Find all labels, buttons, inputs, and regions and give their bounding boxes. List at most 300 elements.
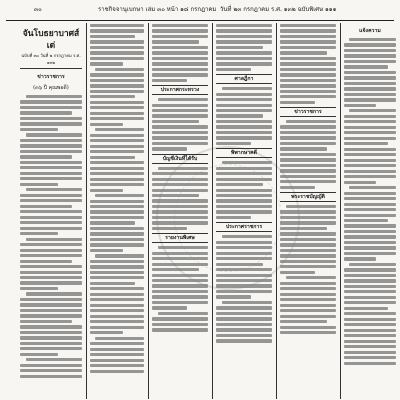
text-line (344, 296, 396, 299)
text-line (216, 167, 272, 170)
text-line (90, 57, 144, 60)
text-line (280, 265, 336, 268)
text-line (20, 314, 82, 317)
text-line (20, 336, 82, 339)
text-line (90, 106, 144, 109)
text-line (216, 199, 272, 202)
text-line (216, 62, 272, 65)
text-line (20, 303, 82, 306)
text-line (152, 147, 187, 150)
text-line (216, 246, 272, 249)
text-line (20, 128, 58, 131)
column-separator (148, 23, 149, 399)
text-line (216, 268, 272, 271)
text-line (26, 292, 82, 295)
text-line (20, 325, 82, 328)
text-line (20, 161, 82, 164)
text-line (152, 263, 208, 266)
text-line (90, 287, 144, 290)
text-line (344, 362, 396, 365)
text-line (344, 208, 396, 211)
text-line (20, 364, 82, 367)
text-line (216, 142, 251, 145)
text-line (90, 172, 144, 175)
text-line (216, 109, 272, 112)
text-line (280, 153, 336, 156)
text-line (280, 221, 336, 224)
text-line (20, 221, 82, 224)
text-line (280, 90, 336, 93)
text-line (344, 203, 396, 206)
text-line (216, 120, 272, 123)
text-line (90, 156, 135, 159)
text-line (280, 131, 336, 134)
text-line (216, 125, 272, 128)
text-line (20, 199, 82, 202)
text-line (152, 210, 208, 213)
text-line (152, 73, 208, 76)
text-line (90, 84, 144, 87)
text-line (216, 279, 272, 282)
text-line (344, 115, 396, 118)
text-line (344, 43, 396, 46)
text-line (20, 194, 82, 197)
column-4 (216, 24, 272, 398)
text-line (152, 279, 208, 282)
text-line (280, 315, 336, 318)
column-3 (152, 24, 208, 398)
text-line (90, 320, 144, 323)
text-line (280, 136, 336, 139)
text-line (280, 142, 336, 145)
text-line (90, 293, 144, 296)
text-line (216, 216, 251, 219)
text-line (280, 216, 336, 219)
text-line (90, 227, 144, 230)
column-3-heading-2: บัญชีเงินที่ได้รับ (152, 154, 208, 164)
text-line (90, 79, 144, 82)
text-line (349, 38, 396, 41)
text-line (344, 164, 396, 167)
text-line (222, 235, 272, 238)
text-line (280, 326, 336, 329)
text-line (344, 197, 396, 200)
column-6-heading-1: แจ้งความ (359, 28, 381, 34)
text-line (90, 315, 144, 318)
text-line (344, 301, 396, 304)
column-3-heading-1: ประกาศกระทรวง (152, 85, 208, 95)
text-line (152, 274, 208, 277)
text-line (90, 134, 144, 137)
text-line (20, 369, 82, 372)
text-line (152, 183, 208, 186)
column-3-heading-3: รายงานพิเศษ (152, 233, 208, 243)
text-line (20, 144, 82, 147)
text-line (216, 189, 272, 192)
masthead-subline: ฉบับที่ ๓๐ วันที่ ๒ กรกฎาคม ร.ศ. ๑๓๒ (20, 52, 82, 69)
text-line (344, 137, 396, 140)
text-line (216, 51, 272, 54)
text-line (280, 243, 336, 246)
text-line (280, 158, 336, 161)
text-line (344, 318, 396, 321)
text-line (344, 351, 396, 354)
text-line (344, 76, 396, 79)
text-line (152, 328, 208, 331)
text-line (20, 287, 58, 290)
text-line (344, 312, 396, 315)
text-line (20, 205, 72, 208)
text-line (280, 125, 336, 128)
text-line (216, 57, 272, 60)
text-line (20, 347, 82, 350)
text-line (280, 298, 336, 301)
text-line (90, 331, 123, 334)
column-1 (20, 24, 82, 398)
text-line (20, 117, 82, 120)
text-line (280, 169, 336, 172)
text-line (286, 276, 336, 279)
text-line (90, 348, 144, 351)
text-line (90, 183, 144, 186)
text-line (344, 65, 388, 68)
text-line (20, 106, 82, 109)
text-line (280, 164, 336, 167)
text-line (90, 24, 144, 27)
text-line (152, 323, 208, 326)
text-line (344, 230, 396, 233)
text-line (152, 252, 208, 255)
text-line (280, 238, 336, 241)
text-line (349, 186, 396, 189)
text-line (20, 353, 58, 356)
column-separator (86, 23, 87, 399)
text-line (280, 293, 336, 296)
text-line (152, 114, 208, 117)
column-4-heading-3: ประกาศราชการ (216, 222, 272, 232)
column-separator (212, 23, 213, 399)
text-line (344, 274, 396, 277)
text-line (216, 40, 272, 43)
text-line (280, 79, 336, 82)
text-line (216, 263, 263, 266)
text-line (26, 358, 82, 361)
text-line (90, 145, 144, 148)
column-5-heading-2: พระราชบัญญัติ (280, 192, 336, 202)
text-line (20, 331, 82, 334)
text-line (90, 276, 144, 279)
columns-area (6, 21, 394, 399)
column-5 (280, 24, 336, 398)
text-line (344, 192, 396, 195)
text-line (90, 326, 144, 329)
text-line (90, 221, 135, 224)
text-line (216, 284, 272, 287)
text-line (216, 334, 272, 337)
text-line (344, 345, 396, 348)
text-line (280, 180, 336, 183)
text-line (280, 95, 336, 98)
text-line (216, 317, 272, 320)
text-line (280, 62, 336, 65)
text-line (20, 166, 82, 169)
text-line (344, 71, 396, 74)
column-4-heading-2: พิพากษาคดี (216, 148, 272, 158)
text-line (152, 40, 199, 43)
text-line (20, 243, 82, 246)
text-line (344, 142, 388, 145)
text-line (280, 249, 336, 252)
text-line (152, 301, 208, 304)
text-line (344, 329, 396, 332)
text-line (216, 68, 251, 71)
text-line (95, 128, 144, 131)
text-line (20, 375, 82, 378)
text-line (280, 186, 315, 189)
text-line (152, 205, 208, 208)
text-line (152, 295, 208, 298)
column-1-text (20, 95, 82, 378)
column-6 (344, 24, 396, 398)
text-line (152, 131, 208, 134)
text-line (349, 109, 396, 112)
text-line (90, 90, 144, 93)
text-line (90, 216, 144, 219)
text-line (90, 232, 144, 235)
text-line (90, 260, 144, 263)
text-line (344, 175, 396, 178)
text-line (216, 35, 272, 38)
column-2 (90, 24, 144, 398)
text-line (90, 150, 144, 153)
text-line (90, 51, 144, 54)
text-line (344, 148, 396, 151)
text-line (216, 98, 272, 101)
text-line (216, 295, 251, 298)
text-line (90, 200, 144, 203)
text-line (344, 104, 376, 107)
text-line (280, 309, 336, 312)
text-line (90, 178, 144, 181)
text-line (20, 342, 82, 345)
text-line (152, 57, 208, 60)
text-line (216, 257, 272, 260)
text-line (280, 68, 336, 71)
header-right-text: วันที่ ๒๓ กรกฎาคม ร.ศ. ๑๓๒ ฉบับพิเศษ ๑๑๑ (220, 6, 337, 13)
text-line (152, 317, 208, 320)
text-line (152, 221, 208, 224)
text-line (20, 150, 82, 153)
text-line (90, 265, 144, 268)
text-line (152, 24, 208, 27)
text-line (90, 35, 135, 38)
text-line (20, 249, 82, 252)
text-line (344, 219, 388, 222)
text-line (90, 205, 144, 208)
column-5-heading-1: ข่าวราชการ (280, 107, 336, 117)
text-line (216, 306, 272, 309)
text-line (344, 170, 396, 173)
text-line (344, 224, 396, 227)
text-line (280, 51, 327, 54)
text-line (20, 172, 82, 175)
text-line (152, 306, 187, 309)
text-line (90, 342, 144, 345)
text-line (344, 241, 396, 244)
text-line (344, 214, 396, 217)
text-line (216, 136, 272, 139)
text-line (280, 320, 327, 323)
text-line (280, 101, 315, 104)
text-line (344, 285, 396, 288)
text-line (216, 252, 272, 255)
text-line (216, 29, 272, 32)
text-line (344, 290, 396, 293)
text-line (280, 73, 336, 76)
text-line (344, 279, 396, 282)
text-line (152, 109, 208, 112)
text-line (152, 120, 199, 123)
text-line (90, 353, 144, 356)
text-line (344, 82, 396, 85)
text-line (152, 104, 208, 107)
text-line (222, 87, 272, 90)
text-line (152, 46, 208, 49)
text-line (20, 227, 82, 230)
text-line (20, 298, 82, 301)
text-line (344, 323, 396, 326)
text-line (152, 136, 208, 139)
text-line (280, 304, 336, 307)
text-line (280, 254, 336, 257)
text-line (344, 246, 396, 249)
masthead-title: จันโบธยาบาศส์เด่ (22, 29, 80, 51)
text-line (152, 199, 208, 202)
text-line (280, 29, 336, 32)
text-line (20, 210, 82, 213)
text-line (344, 60, 396, 63)
text-line (152, 268, 199, 271)
text-line (216, 131, 272, 134)
text-line (95, 254, 144, 257)
text-line (158, 312, 208, 315)
text-line (344, 159, 396, 162)
text-line (344, 340, 396, 343)
text-line (280, 24, 336, 27)
text-line (280, 271, 315, 274)
text-line (216, 205, 272, 208)
text-line (344, 235, 396, 238)
text-line (280, 147, 327, 150)
text-line (152, 290, 208, 293)
text-line (20, 309, 82, 312)
text-line (90, 359, 144, 362)
text-line (152, 284, 208, 287)
text-line (90, 123, 123, 126)
text-line (152, 227, 187, 230)
text-line (216, 178, 272, 181)
text-line (90, 101, 144, 104)
text-line (158, 98, 208, 101)
page-number: ๓๐ (34, 6, 42, 13)
column-separator (276, 23, 277, 399)
text-line (90, 189, 123, 192)
text-line (344, 252, 396, 255)
text-line (152, 142, 208, 145)
column-4-heading-1: ศาลฎีกา (216, 74, 272, 84)
text-line (152, 216, 208, 219)
text-line (280, 282, 336, 285)
text-line (20, 100, 82, 103)
text-line (280, 57, 336, 60)
text-line (344, 356, 396, 359)
text-line (216, 323, 272, 326)
text-line (280, 84, 336, 87)
text-line (152, 62, 208, 65)
text-line (90, 161, 144, 164)
text-line (90, 117, 144, 120)
text-line (216, 114, 263, 117)
text-line (280, 287, 336, 290)
text-line (216, 339, 272, 342)
text-line (280, 40, 336, 43)
text-line (280, 175, 336, 178)
text-line (90, 271, 144, 274)
text-line (20, 122, 82, 125)
text-line (158, 167, 208, 170)
text-line (26, 133, 82, 136)
text-line (344, 120, 396, 123)
text-line (280, 227, 327, 230)
text-line (344, 307, 388, 310)
text-line (20, 260, 72, 263)
text-line (95, 194, 144, 197)
text-line (90, 249, 123, 252)
text-line (90, 95, 135, 98)
text-line (90, 210, 144, 213)
text-line (90, 243, 144, 246)
text-line (344, 257, 376, 260)
text-line (280, 260, 336, 263)
text-line (344, 87, 396, 90)
text-line (20, 155, 72, 158)
text-line (344, 98, 396, 101)
text-line (344, 131, 396, 134)
text-line (222, 161, 272, 164)
column-1-heading: ข่าวราชการ (37, 74, 65, 80)
text-line (216, 241, 272, 244)
text-line (158, 246, 208, 249)
text-line (280, 35, 336, 38)
text-line (152, 125, 208, 128)
text-line (90, 304, 144, 307)
text-line (20, 139, 82, 142)
column-separator (340, 23, 341, 399)
text-line (20, 177, 82, 180)
text-line (344, 153, 396, 156)
text-line (20, 216, 82, 219)
text-line (344, 49, 396, 52)
text-line (152, 172, 208, 175)
text-line (90, 139, 144, 142)
text-line (152, 68, 208, 71)
text-line (90, 73, 144, 76)
text-line (90, 40, 144, 43)
text-line (349, 263, 396, 266)
text-line (216, 183, 263, 186)
text-line (216, 172, 272, 175)
text-line (20, 183, 58, 186)
